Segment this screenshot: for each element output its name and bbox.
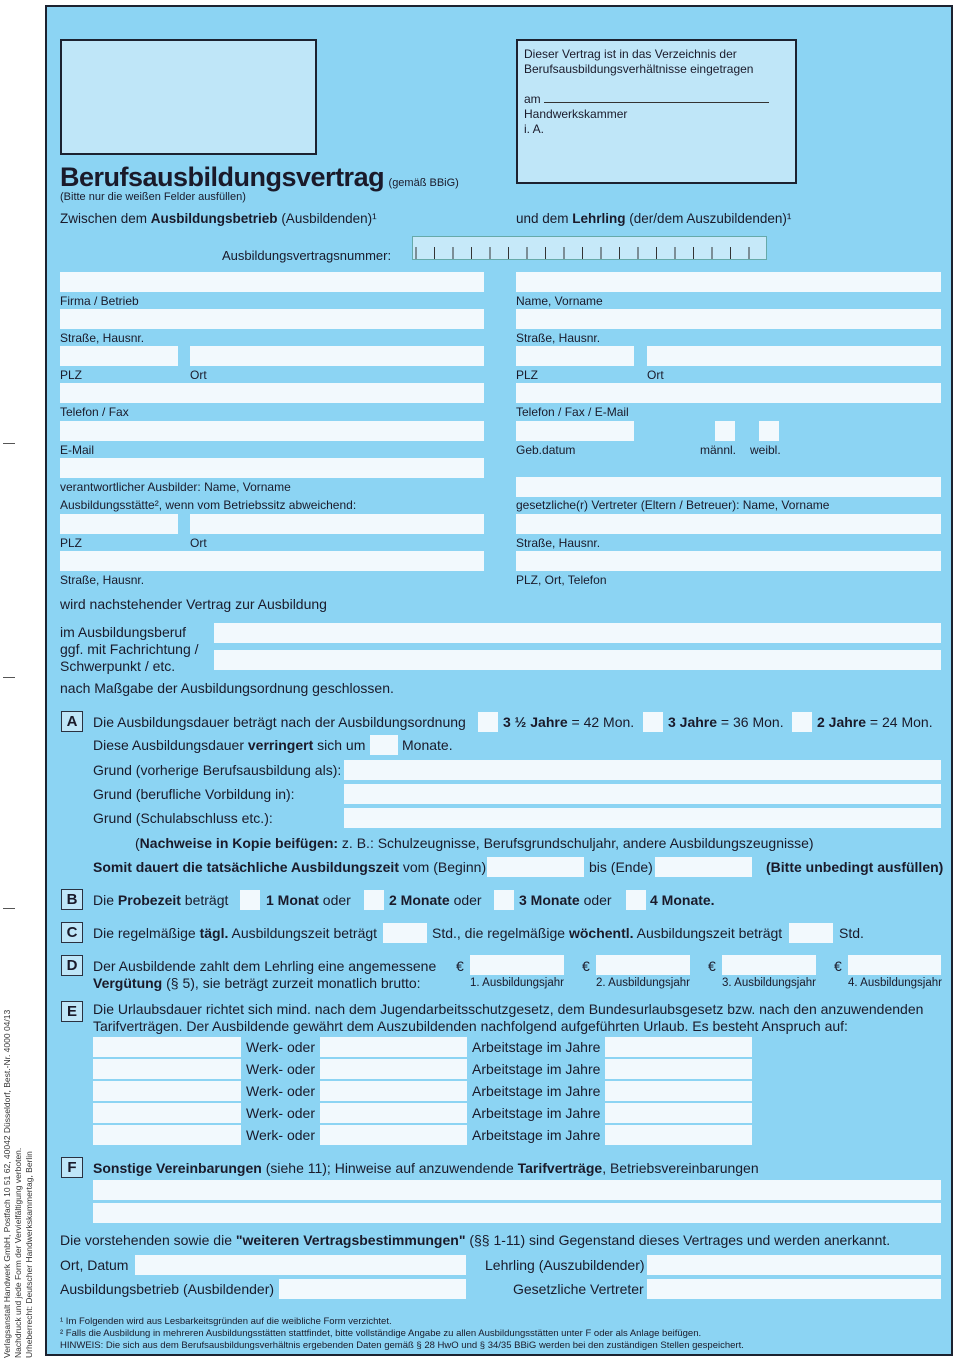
grund-berufsausbildung-field[interactable] bbox=[344, 760, 941, 780]
title-suffix: (gemäß BBiG) bbox=[388, 177, 459, 189]
urlaub-jahr-field[interactable] bbox=[605, 1037, 752, 1057]
registry-am-label: am bbox=[524, 92, 541, 106]
weibl-label: weibl. bbox=[750, 443, 781, 457]
imprint-line: Urheberrecht: Deutscher Handwerkskammertag, Berlin bbox=[24, 1151, 34, 1358]
contract-number-label: Ausbildungsvertragsnummer: bbox=[222, 248, 392, 263]
beginn-field[interactable] bbox=[487, 857, 584, 877]
maennl-label: männl. bbox=[700, 443, 737, 457]
urlaub-werktage-field[interactable] bbox=[93, 1081, 241, 1101]
probezeit-1-checkbox[interactable] bbox=[240, 890, 260, 910]
ausbildungsjahr-2-label: 2. Ausbildungsjahr bbox=[596, 977, 690, 989]
staette-ort-field[interactable] bbox=[190, 514, 484, 534]
urlaub-arbeitstage-field[interactable] bbox=[320, 1125, 467, 1145]
euro-icon: € bbox=[708, 958, 716, 974]
ausbildungsjahr-3-label: 3. Ausbildungsjahr bbox=[722, 977, 816, 989]
ort-label: Ort bbox=[190, 368, 207, 382]
taegliche-zeit-text: Die regelmäßige tägl. Ausbildungszeit beträgt bbox=[93, 925, 378, 941]
euro-icon: € bbox=[834, 958, 842, 974]
imprint-line: Nachdruck und jede Form der Vervielfältigung verboten. bbox=[13, 1147, 23, 1358]
stamp-box[interactable] bbox=[60, 39, 317, 155]
verguetung-jahr-4-field[interactable] bbox=[848, 955, 941, 975]
euro-icon: € bbox=[456, 958, 464, 974]
grund-vorbildung-field[interactable] bbox=[344, 784, 941, 804]
vertreter-strasse-label: Straße, Hausnr. bbox=[516, 536, 601, 550]
probezeit-2-checkbox[interactable] bbox=[364, 890, 384, 910]
dauer-text: Die Ausbildungsdauer beträgt nach der Ausbildungsordnung bbox=[93, 714, 466, 730]
page-title: Berufsausbildungsvertrag bbox=[60, 162, 385, 192]
ordnung-text: nach Maßgabe der Ausbildungsordnung geschlossen. bbox=[60, 680, 394, 696]
closing-text: Die vorstehenden sowie die "weiteren Vertragsbestimmungen" (§§ 1-11) sind Gegenstand dieses Vertrages und werden anerkannt. bbox=[60, 1232, 891, 1248]
plz-field[interactable] bbox=[60, 346, 178, 366]
urlaub-arbeitstage-field[interactable] bbox=[320, 1103, 467, 1123]
name-field[interactable] bbox=[516, 272, 941, 292]
ausbildungsberuf-field[interactable] bbox=[214, 623, 941, 643]
telefon-field[interactable] bbox=[60, 383, 484, 403]
vertreter-signature-field[interactable] bbox=[647, 1279, 941, 1299]
verguetung-jahr-2-field[interactable] bbox=[596, 955, 690, 975]
registry-chamber: Handwerkskammer bbox=[524, 107, 628, 121]
vertreter-strasse-field[interactable] bbox=[516, 514, 941, 534]
staette-strasse-field[interactable] bbox=[60, 551, 484, 571]
fachrichtung-field[interactable] bbox=[214, 650, 941, 670]
betrieb-signature-label: Ausbildungsbetrieb (Ausbildender) bbox=[60, 1281, 275, 1297]
werk-oder-label: Werk- oder bbox=[246, 1105, 315, 1121]
telefon-label: Telefon / Fax bbox=[60, 405, 129, 419]
ausbildungsjahr-4-label: 4. Ausbildungsjahr bbox=[848, 977, 942, 989]
urlaub-werktage-field[interactable] bbox=[93, 1059, 241, 1079]
sonstige-text: Sonstige Vereinbarungen (siehe 11); Hinweise auf anzuwendende Tarifverträge, Betriebsvereinbarungen bbox=[93, 1160, 759, 1176]
ort-field[interactable] bbox=[190, 346, 484, 366]
staette-ort-label: Ort bbox=[190, 536, 207, 550]
firma-label: Firma / Betrieb bbox=[60, 294, 139, 308]
section-d-label: D bbox=[61, 955, 83, 976]
plz-label: PLZ bbox=[60, 368, 83, 382]
urlaub-jahr-field[interactable] bbox=[605, 1125, 752, 1145]
dauer-24-checkbox[interactable] bbox=[792, 712, 812, 732]
section-f-label: F bbox=[61, 1157, 83, 1178]
firma-field[interactable] bbox=[60, 272, 484, 292]
lehrling-ort-label: Ort bbox=[647, 368, 664, 382]
section-a-label: A bbox=[61, 711, 83, 732]
email-field[interactable] bbox=[60, 421, 484, 441]
werk-oder-label: Werk- oder bbox=[246, 1127, 315, 1143]
verguetung-jahr-3-field[interactable] bbox=[722, 955, 816, 975]
nachweise-text: (Nachweise in Kopie beifügen: z. B.: Schulzeugnisse, Berufsgrundschuljahr, andere Ausbildungszeugnisse) bbox=[135, 835, 814, 851]
verringert-text: Diese Ausbildungsdauer verringert sich um bbox=[93, 737, 366, 753]
ende-label: bis (Ende) bbox=[589, 859, 653, 875]
geburtsdatum-field[interactable] bbox=[516, 421, 634, 441]
lehrling-plz-label: PLZ bbox=[516, 368, 539, 382]
urlaub-jahr-field[interactable] bbox=[605, 1081, 752, 1101]
and-heading: und dem Lehrling (der/dem Auszubildenden)¹ bbox=[516, 211, 792, 226]
grund-vorbildung-label: Grund (berufliche Vorbildung in): bbox=[93, 786, 295, 802]
ausbildungsjahr-1-label: 1. Ausbildungsjahr bbox=[470, 977, 564, 989]
registry-box bbox=[516, 39, 797, 184]
bitte-ausfuellen-note: (Bitte unbedingt ausfüllen) bbox=[766, 859, 944, 875]
dauer-42-label: 3 ½ Jahre = 42 Mon. bbox=[503, 714, 635, 730]
geburtsdatum-label: Geb.datum bbox=[516, 443, 576, 457]
werk-oder-label: Werk- oder bbox=[246, 1083, 315, 1099]
lehrling-strasse-label: Straße, Hausnr. bbox=[516, 331, 601, 345]
strasse-label: Straße, Hausnr. bbox=[60, 331, 145, 345]
urlaub-werktage-field[interactable] bbox=[93, 1037, 241, 1057]
lehrling-strasse-field[interactable] bbox=[516, 309, 941, 329]
probezeit-3-label: 3 Monate oder bbox=[519, 892, 612, 908]
betrieb-signature-field[interactable] bbox=[279, 1279, 466, 1299]
lehrling-telefon-label: Telefon / Fax / E-Mail bbox=[516, 405, 629, 419]
registry-date-line[interactable] bbox=[544, 91, 769, 103]
verringert-monate-field[interactable] bbox=[370, 735, 398, 755]
staette-label: Ausbildungsstätte², wenn vom Betriebssitz abweichend: bbox=[60, 498, 357, 512]
arbeitstage-label: Arbeitstage im Jahre bbox=[472, 1105, 601, 1121]
grund-berufsausbildung-label: Grund (vorherige Berufsausbildung als): bbox=[93, 762, 342, 778]
name-label: Name, Vorname bbox=[516, 294, 603, 308]
dauer-24-label: 2 Jahre = 24 Mon. bbox=[817, 714, 933, 730]
ort-datum-field[interactable] bbox=[135, 1255, 466, 1275]
staette-plz-field[interactable] bbox=[60, 514, 178, 534]
section-c-label: C bbox=[61, 922, 83, 943]
ausbilder-field[interactable] bbox=[60, 458, 484, 478]
staette-plz-label: PLZ bbox=[60, 536, 83, 550]
woechentliche-stunden-field[interactable] bbox=[789, 923, 833, 943]
urlaub-arbeitstage-field[interactable] bbox=[320, 1037, 467, 1057]
hinweis-note: HINWEIS: Die sich aus dem Berufsausbildungsverhältnis ergebenden Daten gemäß § 28 HwO und § 34/35 BBiG werden bei den zuständigen Stellen gespeichert. bbox=[60, 1340, 744, 1351]
taegliche-stunden-field[interactable] bbox=[383, 923, 427, 943]
urlaub-text: Die Urlaubsdauer richtet sich mind. nach dem Jugendarbeitsschutzgesetz, dem Bundesurlaubsgesetz bzw. nach den anzuwendenden Tarifverträgen. Der Ausbildende gewährt dem Auszubildenden nachfolgend aufgeführten Urlaub. Es besteht Anspruch auf: bbox=[93, 1001, 924, 1034]
woechentliche-zeit-text: Std., die regelmäßige wöchentl. Ausbildungszeit beträgt bbox=[432, 925, 783, 941]
contract-number-field[interactable] bbox=[412, 236, 767, 260]
intro-text: wird nachstehender Vertrag zur Ausbildung bbox=[60, 596, 327, 612]
dauer-42-checkbox[interactable] bbox=[478, 712, 498, 732]
arbeitstage-label: Arbeitstage im Jahre bbox=[472, 1061, 601, 1077]
vertreter-plzort-label: PLZ, Ort, Telefon bbox=[516, 573, 607, 587]
maennl-checkbox[interactable] bbox=[715, 421, 735, 441]
verguetung-jahr-1-field[interactable] bbox=[470, 955, 564, 975]
ausbildungszeit-text: Somit dauert die tatsächliche Ausbildungszeit vom (Beginn) bbox=[93, 859, 487, 875]
arbeitstage-label: Arbeitstage im Jahre bbox=[472, 1039, 601, 1055]
urlaub-jahr-field[interactable] bbox=[605, 1059, 752, 1079]
dauer-36-label: 3 Jahre = 36 Mon. bbox=[668, 714, 784, 730]
lehrling-ort-field[interactable] bbox=[647, 346, 941, 366]
strasse-field[interactable] bbox=[60, 309, 484, 329]
urlaub-werktage-field[interactable] bbox=[93, 1125, 241, 1145]
ort-datum-label: Ort, Datum bbox=[60, 1257, 129, 1273]
probezeit-2-label: 2 Monate oder bbox=[389, 892, 482, 908]
verguetung-text: Der Ausbildende zahlt dem Lehrling eine angemessene Vergütung (§ 5), sie beträgt zurzeit monatlich brutto: bbox=[93, 958, 437, 991]
ende-field[interactable] bbox=[655, 857, 752, 877]
section-b-label: B bbox=[61, 889, 83, 910]
sonstige-field-1[interactable] bbox=[93, 1180, 941, 1200]
lehrling-signature-label: Lehrling (Auszubildender) bbox=[485, 1257, 645, 1273]
registry-text: Dieser Vertrag ist in das Verzeichnis der bbox=[524, 47, 737, 61]
footnote-2: ² Falls die Ausbildung in mehreren Ausbildungsstätten stattfindet, bitte vollständige Angabe zu allen Ausbildungsstätten unter F oder als Anlage beifügen. bbox=[60, 1328, 702, 1339]
registry-text: Berufsausbildungsverhältnisse eingetragen bbox=[524, 62, 754, 76]
lehrling-telefon-field[interactable] bbox=[516, 383, 941, 403]
grund-schulabschluss-label: Grund (Schulabschluss etc.): bbox=[93, 810, 273, 826]
beruf-labels: im Ausbildungsberuf ggf. mit Fachrichtung / Schwerpunkt / etc. bbox=[60, 624, 199, 674]
sonstige-field-2[interactable] bbox=[93, 1203, 941, 1223]
staette-strasse-label: Straße, Hausnr. bbox=[60, 573, 145, 587]
arbeitstage-label: Arbeitstage im Jahre bbox=[472, 1083, 601, 1099]
lehrling-plz-field[interactable] bbox=[516, 346, 634, 366]
euro-icon: € bbox=[582, 958, 590, 974]
subtitle: (Bitte nur die weißen Felder ausfüllen) bbox=[60, 191, 246, 203]
registry-ia: i. A. bbox=[524, 122, 545, 136]
email-label: E-Mail bbox=[60, 443, 95, 457]
vertreter-label: gesetzliche(r) Vertreter (Eltern / Betreuer): Name, Vorname bbox=[516, 498, 830, 512]
dauer-36-checkbox[interactable] bbox=[643, 712, 663, 732]
probezeit-4-checkbox[interactable] bbox=[626, 890, 646, 910]
weibl-checkbox[interactable] bbox=[759, 421, 779, 441]
between-heading: Zwischen dem Ausbildungsbetrieb (Ausbildenden)¹ bbox=[60, 211, 377, 226]
vertreter-name-field[interactable] bbox=[516, 477, 941, 497]
probezeit-4-label: 4 Monate. bbox=[650, 892, 715, 908]
imprint-line: Verlagsanstalt Handwerk GmbH, Postfach 10 51 62, 40042 Düsseldorf, Best.-Nr. 4000 04/13 bbox=[2, 1009, 12, 1358]
probezeit-1-label: 1 Monat oder bbox=[266, 892, 351, 908]
lehrling-signature-field[interactable] bbox=[647, 1255, 941, 1275]
urlaub-jahr-field[interactable] bbox=[605, 1103, 752, 1123]
footnote-1: ¹ Im Folgenden wird aus Lesbarkeitsgründen auf die weibliche Form verzichtet. bbox=[60, 1316, 392, 1327]
std-label: Std. bbox=[839, 925, 864, 941]
urlaub-werktage-field[interactable] bbox=[93, 1103, 241, 1123]
urlaub-arbeitstage-field[interactable] bbox=[320, 1081, 467, 1101]
probezeit-3-checkbox[interactable] bbox=[494, 890, 514, 910]
werk-oder-label: Werk- oder bbox=[246, 1061, 315, 1077]
ausbilder-label: verantwortlicher Ausbilder: Name, Vorname bbox=[60, 480, 291, 494]
vertreter-plzort-field[interactable] bbox=[516, 551, 941, 571]
section-e-label: E bbox=[61, 1001, 83, 1022]
werk-oder-label: Werk- oder bbox=[246, 1039, 315, 1055]
probezeit-text: Die Probezeit beträgt bbox=[93, 892, 229, 908]
vertreter-signature-label: Gesetzliche Vertreter bbox=[513, 1281, 644, 1297]
arbeitstage-label: Arbeitstage im Jahre bbox=[472, 1127, 601, 1143]
urlaub-arbeitstage-field[interactable] bbox=[320, 1059, 467, 1079]
grund-schulabschluss-field[interactable] bbox=[344, 808, 941, 828]
monate-label: Monate. bbox=[402, 737, 453, 753]
